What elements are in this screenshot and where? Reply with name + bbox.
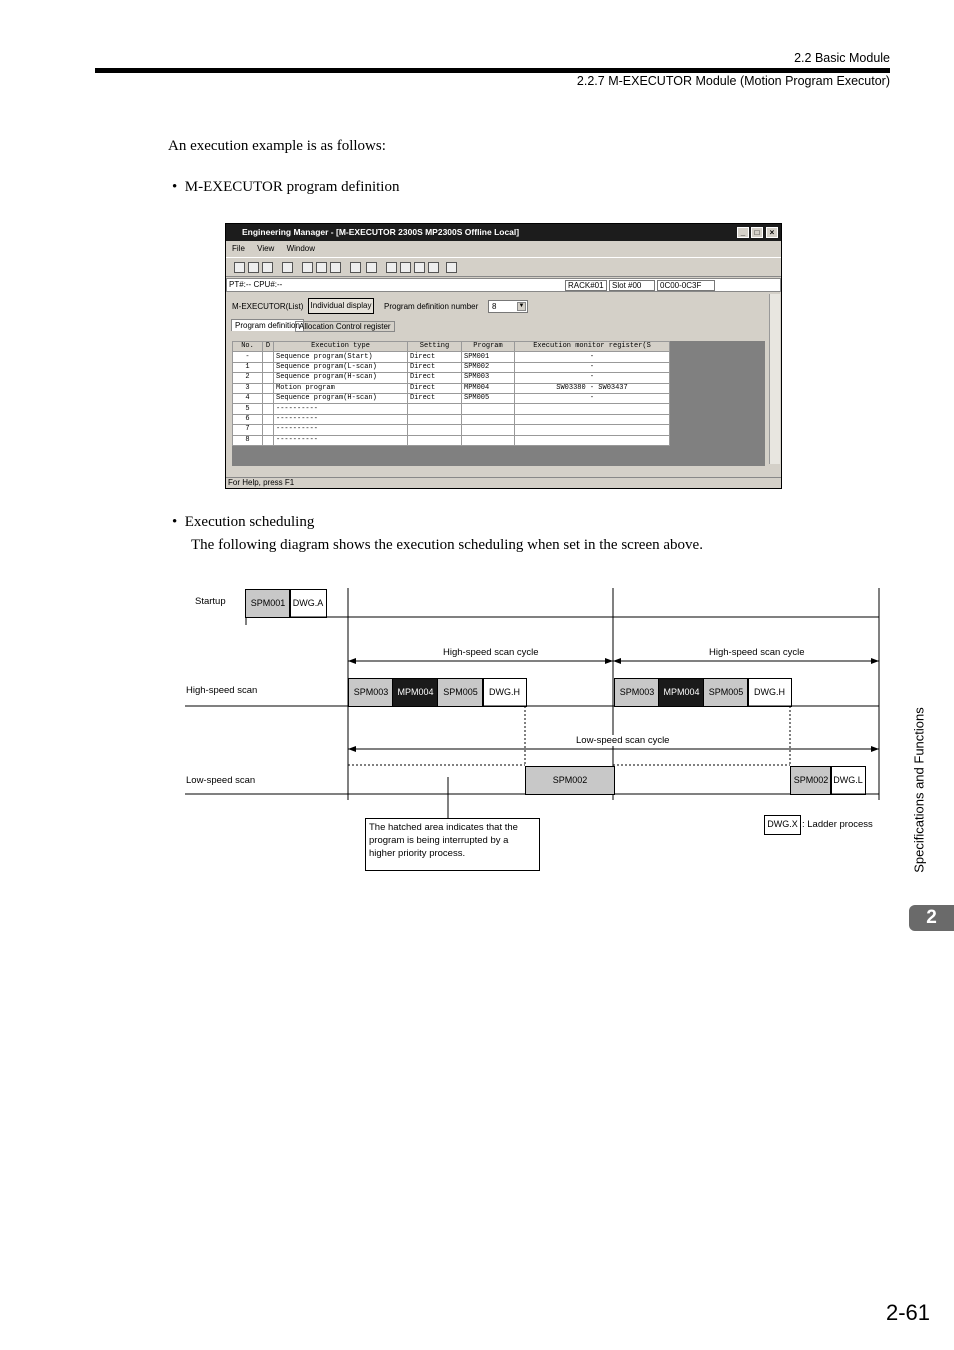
table-cell[interactable]: 7 [233,425,263,435]
table-cell[interactable]: SPM002 [462,362,515,372]
high-cycle-label-1: High-speed scan cycle [443,647,539,658]
table-cell[interactable]: SPM001 [462,352,515,362]
minimize-icon[interactable]: _ [737,227,749,238]
spm003-box: SPM003 [348,678,394,707]
help-status: For Help, press F1 [226,477,781,488]
table-cell[interactable]: SPM003 [462,373,515,383]
header-subsection: 2.2.7 M-EXECUTOR Module (Motion Program Executor) [576,74,890,88]
spm005-box: SPM005 [437,678,484,707]
mexec-label: M-EXECUTOR(List) [232,302,304,311]
low-cycle-label: Low-speed scan cycle [576,735,670,746]
table-cell[interactable]: ---------- [274,404,408,414]
close-icon[interactable]: × [766,227,778,238]
individual-display-button[interactable]: Individual display [308,298,374,314]
table-cell[interactable]: Direct [408,352,462,362]
page-number: 2-61 [885,1300,930,1325]
table-cell[interactable]: - [515,393,670,403]
table-cell[interactable]: Sequence program(L-scan) [274,362,408,372]
menu-window[interactable]: Window [286,244,316,253]
low-scan-label: Low-speed scan [186,775,256,786]
high-cycle-label-2: High-speed scan cycle [709,647,805,658]
dwgl-box: DWG.L [830,766,866,795]
legend-dwgx-box: DWG.X [764,815,801,835]
bullet-execution-scheduling: • Execution scheduling [172,514,315,530]
table-cell[interactable]: 1 [233,362,263,372]
table-cell[interactable]: SW03380 - SW03437 [515,383,670,393]
table-cell[interactable]: ---------- [274,414,408,424]
col-monitor: Execution monitor register(S [515,342,670,352]
spm002-box: SPM002 [790,766,832,795]
status-bar-top: PT#:-- CPU#:-- RACK#01 Slot #00 0C00-0C3F [226,278,781,292]
chevron-down-icon: ▼ [518,303,525,309]
table-cell[interactable]: ---------- [274,425,408,435]
dwga-box: DWG.A [289,589,327,618]
table-cell[interactable]: - [515,352,670,362]
scheduling-paragraph: The following diagram shows the execution scheduling when set in the screen above. [191,537,703,553]
table-cell[interactable]: Sequence program(Start) [274,352,408,362]
spm001-box: SPM001 [245,589,291,618]
table-cell[interactable]: ---------- [274,435,408,445]
intro-text: An execution example is as follows: [168,138,386,154]
spm003-box: SPM003 [614,678,660,707]
menu-view[interactable]: View [257,244,275,253]
table-cell[interactable]: 4 [233,393,263,403]
startup-label: Startup [195,596,226,607]
table-cell[interactable]: 2 [233,373,263,383]
table-cell[interactable]: 3 [233,383,263,393]
tab-allocation-control[interactable]: Allocation Control register [295,321,395,332]
legend-text: : Ladder process [802,819,873,830]
mpm004-box: MPM004 [392,678,439,707]
table-cell[interactable]: 6 [233,414,263,424]
side-section-label: Specifications and Functions [911,707,927,873]
table-cell[interactable]: SPM005 [462,393,515,403]
table-cell[interactable]: MPM004 [462,383,515,393]
spm005-box: SPM005 [703,678,749,707]
table-cell[interactable]: - [515,373,670,383]
pdn-select[interactable]: 8 ▼ [488,300,528,313]
table-cell[interactable]: Motion program [274,383,408,393]
table-cell[interactable]: Direct [408,383,462,393]
window-title: Engineering Manager - [M-EXECUTOR 2300S MP2300S Offline Local] _ □ × [226,224,781,241]
rack-cell: RACK#01 [565,280,607,291]
col-no: No. [233,342,263,352]
dwgh-box: DWG.H [482,678,527,707]
tab-program-definition[interactable]: Program definition [231,319,304,331]
table-cell[interactable]: 5 [233,404,263,414]
table-cell[interactable]: - [233,352,263,362]
slot-cell: Slot #00 [609,280,655,291]
table-cell[interactable]: Direct [408,373,462,383]
table-cell[interactable]: Direct [408,362,462,372]
table-cell[interactable]: Direct [408,393,462,403]
table-cell[interactable]: - [515,362,670,372]
hatched-area-note: The hatched area indicates that the program is being interrupted by a higher priority process. [365,818,540,871]
bullet-program-definition: • M-EXECUTOR program definition [172,179,400,195]
spm002-box: SPM002 [525,766,615,795]
col-program: Program [462,342,515,352]
pdn-label: Program definition number [384,302,479,311]
col-execution-type: Execution type [274,342,408,352]
dwgh-box: DWG.H [747,678,792,707]
header-section: 2.2 Basic Module [794,51,890,65]
table-cell[interactable]: 8 [233,435,263,445]
maximize-icon[interactable]: □ [751,227,763,238]
menu-file[interactable]: File [232,244,245,253]
mpm004-box: MPM004 [658,678,705,707]
high-scan-label: High-speed scan [186,685,258,696]
table-cell[interactable]: Sequence program(H-scan) [274,393,408,403]
col-d: D [263,342,274,352]
table-cell[interactable]: Sequence program(H-scan) [274,373,408,383]
col-setting: Setting [408,342,462,352]
chapter-tab: 2 [909,905,954,931]
range-cell: 0C00-0C3F [657,280,715,291]
